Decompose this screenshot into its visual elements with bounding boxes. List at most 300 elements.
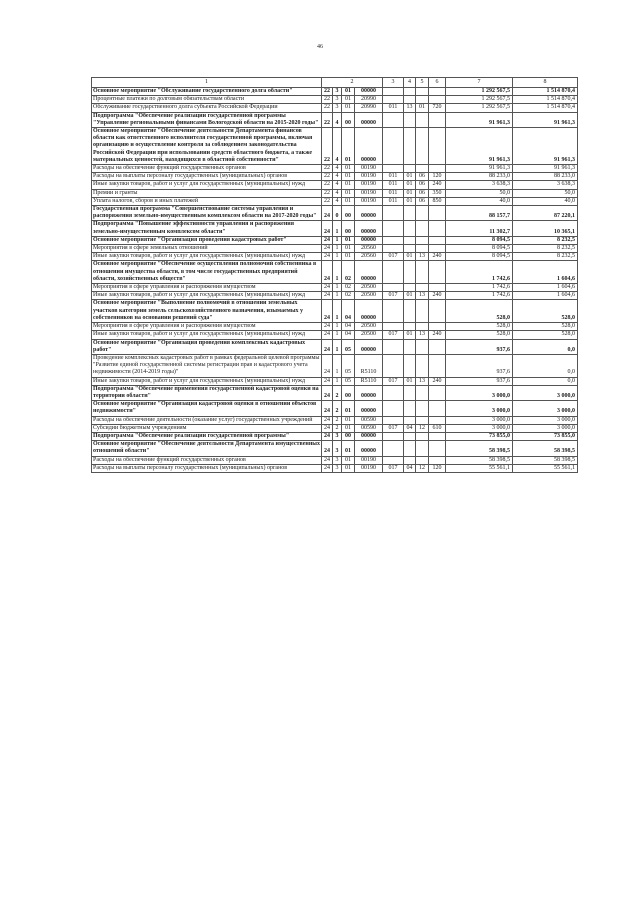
table-row (92, 245, 578, 253)
row-name: Основное мероприятие "Обеспечение деятельности Департамента финансов области как ответственного исполнителя государственной программы, включая организацию и осуществление контроля за соблюдением законодательства Российской Федерации при использовании средств областного бюджета, а также материальных ценностей, находящихся в областной собственности" (92, 128, 322, 165)
code-grbs: 017 (383, 253, 404, 261)
row-name: Основное мероприятие "Выполнение полномочий в отношении земельных участков категории земель сельскохозяйственного назначения, изымаемых у собственников на основании решений суда" (92, 300, 322, 323)
code-direction: 00190 (355, 197, 383, 205)
amount-col-7: 3 000,0 (446, 385, 513, 400)
code-grbs (383, 456, 404, 464)
amount-col-8: 3 638,3 (513, 181, 578, 189)
code-program: 22 (322, 112, 333, 127)
code-subprogram: 4 (333, 165, 342, 173)
amount-col-7: 1 292 567,5 (446, 104, 513, 112)
code-program: 24 (322, 206, 333, 221)
code-subsection (416, 385, 429, 400)
code-grbs (383, 300, 404, 323)
code-grbs (383, 339, 404, 354)
code-expense-type (429, 432, 446, 440)
code-subsection (416, 128, 429, 165)
row-name: Расходы на обеспечение деятельности (оказание услуг) государственных учреждений (92, 416, 322, 424)
table-row (92, 181, 578, 189)
table-row (92, 96, 578, 104)
amount-col-7: 937,6 (446, 339, 513, 354)
code-direction: 20990 (355, 96, 383, 104)
amount-col-8: 528,0 (513, 300, 578, 323)
code-direction: 00190 (355, 181, 383, 189)
code-measure: 01 (342, 88, 355, 96)
code-subprogram: 2 (333, 424, 342, 432)
code-expense-type (429, 416, 446, 424)
code-subprogram: 3 (333, 441, 342, 456)
code-subprogram: 4 (333, 112, 342, 127)
code-program: 24 (322, 236, 333, 244)
code-section: 01 (404, 181, 416, 189)
code-direction: 00190 (355, 464, 383, 472)
code-expense-type: 240 (429, 292, 446, 300)
code-measure: 01 (342, 165, 355, 173)
amount-col-7: 8 094,5 (446, 245, 513, 253)
code-measure: 04 (342, 331, 355, 339)
code-expense-type: 850 (429, 197, 446, 205)
row-name: Иные закупки товаров, работ и услуг для государственных (муниципальных) нужд (92, 253, 322, 261)
code-subprogram: 1 (333, 323, 342, 331)
code-program: 24 (322, 221, 333, 236)
row-name: Основное мероприятие "Обеспечение деятельности Департамента имущественных отношений области" (93, 441, 320, 455)
code-direction: 20500 (355, 323, 383, 331)
code-measure: 01 (342, 181, 355, 189)
amount-col-8: 3 000,0 (513, 401, 578, 416)
row-name: Подпрограмма "Обеспечение реализации государственной программы "Управление региональными финансами Вологодской области на 2015-2020 годы" (92, 112, 322, 127)
amount-col-8: 3 000,0 (513, 416, 578, 424)
code-subsection (416, 221, 429, 236)
table-row (92, 88, 578, 96)
amount-col-7: 58 398,5 (446, 441, 513, 456)
table-row (92, 441, 578, 456)
code-subsection (416, 88, 429, 96)
amount-col-8: 88 233,0 (513, 173, 578, 181)
code-measure: 01 (342, 96, 355, 104)
code-direction: 00000 (355, 88, 383, 96)
table-row (92, 424, 578, 432)
code-grbs: 011 (383, 197, 404, 205)
code-expense-type (429, 354, 446, 377)
code-section: 01 (404, 189, 416, 197)
code-subsection (416, 284, 429, 292)
amount-col-7: 91 961,3 (446, 165, 513, 173)
amount-col-8: 1 604,6 (513, 284, 578, 292)
code-subprogram: 1 (333, 339, 342, 354)
code-grbs (383, 88, 404, 96)
code-subsection (416, 206, 429, 221)
code-measure: 01 (342, 456, 355, 464)
code-program: 22 (322, 96, 333, 104)
code-program: 24 (322, 441, 333, 456)
code-section (404, 354, 416, 377)
code-direction: 20500 (355, 284, 383, 292)
code-program: 22 (322, 165, 333, 173)
code-measure: 00 (342, 385, 355, 400)
code-program: 24 (322, 354, 333, 377)
amount-col-7: 88 233,0 (446, 173, 513, 181)
amount-col-8: 91 961,3 (513, 112, 578, 127)
code-program: 24 (322, 401, 333, 416)
code-subsection (416, 354, 429, 377)
code-grbs (383, 165, 404, 173)
code-grbs (383, 432, 404, 440)
code-grbs: 017 (383, 464, 404, 472)
code-direction: R5110 (355, 354, 383, 377)
code-subprogram: 1 (333, 300, 342, 323)
table-row (92, 339, 578, 354)
amount-col-7: 937,6 (446, 354, 513, 377)
code-program: 24 (322, 245, 333, 253)
code-section (404, 441, 416, 456)
code-section (404, 236, 416, 244)
amount-col-7: 8 094,5 (446, 253, 513, 261)
code-direction: 00190 (355, 165, 383, 173)
code-subprogram: 4 (333, 189, 342, 197)
code-program: 24 (322, 261, 333, 284)
code-measure: 01 (342, 253, 355, 261)
code-program: 22 (322, 181, 333, 189)
row-name: Проведение комплексных кадастровых работ в рамках федеральной целевой программы "Развитие единой государственной системы регистрации прав и кадастрового учета недвижимости (2014-2019 годы)" (92, 354, 322, 377)
amount-col-7: 88 157,7 (446, 206, 513, 221)
code-program: 24 (322, 432, 333, 440)
code-grbs (383, 323, 404, 331)
code-direction: 20560 (355, 253, 383, 261)
code-grbs (383, 245, 404, 253)
amount-col-7: 3 638,3 (446, 181, 513, 189)
code-subsection (416, 300, 429, 323)
code-measure: 01 (342, 401, 355, 416)
code-subsection: 06 (416, 173, 429, 181)
code-program: 24 (322, 292, 333, 300)
code-program: 22 (322, 189, 333, 197)
code-grbs (383, 284, 404, 292)
row-name: Иные закупки товаров, работ и услуг для государственных (муниципальных) нужд (92, 377, 322, 385)
amount-col-8: 3 000,0 (513, 385, 578, 400)
code-subsection (416, 261, 429, 284)
code-expense-type (429, 385, 446, 400)
code-measure: 01 (342, 416, 355, 424)
code-expense-type: 610 (429, 424, 446, 432)
header-col-5: 5 (416, 78, 429, 88)
amount-col-7: 528,0 (446, 323, 513, 331)
code-measure: 01 (342, 441, 355, 456)
code-expense-type (429, 284, 446, 292)
code-section (404, 401, 416, 416)
code-expense-type (429, 236, 446, 244)
code-expense-type: 720 (429, 104, 446, 112)
code-program: 22 (322, 88, 333, 96)
code-subsection: 01 (416, 104, 429, 112)
code-expense-type (429, 206, 446, 221)
code-expense-type: 240 (429, 181, 446, 189)
code-program: 24 (322, 385, 333, 400)
row-name: Основное мероприятие "Организация проведения кадастровых работ" (92, 236, 322, 244)
code-measure: 02 (342, 284, 355, 292)
code-measure: 00 (342, 112, 355, 127)
code-subprogram: 1 (333, 377, 342, 385)
code-section: 04 (404, 424, 416, 432)
table-row (92, 221, 578, 236)
code-section (404, 339, 416, 354)
code-measure: 02 (342, 261, 355, 284)
code-subsection (416, 416, 429, 424)
code-expense-type (429, 401, 446, 416)
code-measure: 01 (342, 128, 355, 165)
amount-col-7: 3 000,0 (446, 416, 513, 424)
amount-col-8: 1 604,6 (513, 261, 578, 284)
amount-col-8: 8 232,5 (513, 245, 578, 253)
code-measure: 05 (342, 339, 355, 354)
amount-col-7: 1 742,6 (446, 284, 513, 292)
code-section (404, 165, 416, 173)
code-direction: 20990 (355, 104, 383, 112)
code-expense-type (429, 245, 446, 253)
amount-col-8: 58 398,5 (513, 456, 578, 464)
code-grbs: 011 (383, 181, 404, 189)
table-row (92, 261, 578, 284)
table-row (92, 401, 578, 416)
amount-col-8: 50,0 (513, 189, 578, 197)
code-program: 24 (322, 323, 333, 331)
row-name: Расходы на выплаты персоналу государственных (муниципальных) органов (92, 464, 322, 472)
code-subprogram: 4 (333, 173, 342, 181)
code-measure: 01 (342, 197, 355, 205)
amount-col-7: 528,0 (446, 300, 513, 323)
row-name: Мероприятия в сфере земельных отношений (92, 245, 322, 253)
code-measure: 00 (342, 221, 355, 236)
code-measure: 01 (342, 424, 355, 432)
header-col-7: 7 (446, 78, 513, 88)
amount-col-7: 91 961,3 (446, 128, 513, 165)
row-name: Основное мероприятие "Организация кадастровой оценки в отношении объектов недвижимости" (92, 401, 322, 416)
code-section (404, 112, 416, 127)
row-name: Основное мероприятие "Обеспечение осуществления полномочий собственника в отношении имущества области, в том числе государственных предприятий области, хозяйственных обществ" (92, 261, 322, 284)
table-row (92, 173, 578, 181)
code-grbs (383, 96, 404, 104)
code-subsection: 06 (416, 181, 429, 189)
amount-col-8: 58 398,5 (513, 441, 578, 456)
amount-col-7: 937,6 (446, 377, 513, 385)
amount-col-8: 0,0 (513, 354, 578, 377)
code-expense-type (429, 339, 446, 354)
code-program: 22 (322, 197, 333, 205)
code-measure: 00 (342, 432, 355, 440)
row-name: Мероприятия в сфере управления и распоряжения имуществом (92, 323, 322, 331)
code-measure: 01 (342, 189, 355, 197)
code-direction: 00000 (355, 432, 383, 440)
code-direction: 00000 (355, 339, 383, 354)
code-subsection: 12 (416, 424, 429, 432)
row-name: Расходы на обеспечение функций государственных органов (92, 456, 322, 464)
code-section (404, 456, 416, 464)
row-name: Уплата налогов, сборов и иных платежей (92, 197, 322, 205)
code-grbs: 011 (383, 173, 404, 181)
amount-col-8: 8 232,5 (513, 253, 578, 261)
row-name: Расходы на обеспечение функций государственных органов (92, 165, 322, 173)
code-section (404, 221, 416, 236)
code-direction: 00000 (355, 236, 383, 244)
row-name: Расходы на выплаты персоналу государственных (муниципальных) органов (92, 173, 322, 181)
code-subprogram: 3 (333, 96, 342, 104)
amount-col-7: 91 961,3 (446, 112, 513, 127)
table-row (92, 236, 578, 244)
row-name: Иные закупки товаров, работ и услуг для государственных (муниципальных) нужд (92, 181, 322, 189)
amount-col-8: 1 514 870,4 (513, 96, 578, 104)
table-row (92, 385, 578, 400)
code-subsection (416, 432, 429, 440)
code-section: 13 (404, 104, 416, 112)
amount-col-7: 1 742,6 (446, 261, 513, 284)
page-number: 46 (317, 44, 323, 50)
code-grbs (383, 236, 404, 244)
amount-col-7: 3 000,0 (446, 401, 513, 416)
code-subprogram: 4 (333, 128, 342, 165)
table-row (92, 377, 578, 385)
amount-col-8: 8 232,5 (513, 236, 578, 244)
code-subsection: 12 (416, 464, 429, 472)
row-name: Мероприятия в сфере управления и распоряжения имуществом (92, 284, 322, 292)
code-subprogram: 2 (333, 385, 342, 400)
code-direction: 00000 (355, 401, 383, 416)
code-grbs (383, 354, 404, 377)
code-direction: 00000 (355, 206, 383, 221)
code-subprogram: 1 (333, 331, 342, 339)
code-grbs: 017 (383, 424, 404, 432)
code-section (404, 245, 416, 253)
row-name: Обслуживание государственного долга субъекта Российской Федерации (92, 104, 322, 112)
amount-col-8: 0,0 (513, 339, 578, 354)
code-subprogram: 3 (333, 432, 342, 440)
amount-col-7: 50,0 (446, 189, 513, 197)
row-name: Премии и гранты (92, 189, 322, 197)
code-section: 01 (404, 253, 416, 261)
code-program: 24 (322, 377, 333, 385)
row-name: Субсидии бюджетным учреждениям (92, 424, 322, 432)
code-subsection (416, 401, 429, 416)
amount-col-7: 3 000,0 (446, 424, 513, 432)
code-subsection (416, 165, 429, 173)
amount-col-7: 11 302,7 (446, 221, 513, 236)
code-section (404, 261, 416, 284)
code-direction: 00190 (355, 456, 383, 464)
code-subprogram: 1 (333, 354, 342, 377)
table-row (92, 354, 578, 377)
amount-col-8: 40,0 (513, 197, 578, 205)
code-subprogram: 0 (333, 206, 342, 221)
code-measure: 05 (342, 354, 355, 377)
code-measure: 00 (342, 206, 355, 221)
code-section (404, 323, 416, 331)
amount-col-7: 528,0 (446, 331, 513, 339)
code-subprogram: 1 (333, 245, 342, 253)
code-program: 24 (322, 284, 333, 292)
code-subsection (416, 441, 429, 456)
code-section (404, 284, 416, 292)
code-section (404, 416, 416, 424)
code-direction: 20500 (355, 331, 383, 339)
code-direction: 20500 (355, 292, 383, 300)
code-direction: 00000 (355, 385, 383, 400)
code-subsection (416, 96, 429, 104)
code-section (404, 96, 416, 104)
code-direction: 00590 (355, 424, 383, 432)
code-subprogram: 1 (333, 253, 342, 261)
code-expense-type (429, 261, 446, 284)
code-expense-type: 120 (429, 464, 446, 472)
code-grbs (383, 221, 404, 236)
code-grbs: 011 (383, 189, 404, 197)
code-measure: 01 (342, 104, 355, 112)
code-expense-type: 240 (429, 253, 446, 261)
code-section (404, 88, 416, 96)
amount-col-8: 73 855,0 (513, 432, 578, 440)
code-section: 01 (404, 197, 416, 205)
code-program: 22 (322, 128, 333, 165)
code-direction: 20560 (355, 245, 383, 253)
code-expense-type: 350 (429, 189, 446, 197)
table-row (92, 112, 578, 127)
code-grbs: 017 (383, 331, 404, 339)
code-direction: 00590 (355, 416, 383, 424)
code-subsection: 13 (416, 377, 429, 385)
code-expense-type (429, 128, 446, 165)
code-grbs: 017 (383, 377, 404, 385)
amount-col-8: 91 961,3 (513, 165, 578, 173)
code-section (404, 300, 416, 323)
code-program: 24 (322, 339, 333, 354)
amount-col-7: 1 742,6 (446, 292, 513, 300)
code-grbs (383, 112, 404, 127)
code-subprogram: 3 (333, 104, 342, 112)
row-name: Основное мероприятие "Организация проведения комплексных кадастровых работ" (92, 339, 322, 354)
amount-col-7: 73 855,0 (446, 432, 513, 440)
code-subprogram: 1 (333, 221, 342, 236)
code-subprogram: 3 (333, 464, 342, 472)
code-subsection: 13 (416, 331, 429, 339)
code-subprogram: 1 (333, 284, 342, 292)
table-row (92, 197, 578, 205)
row-name: Основное мероприятие "Обслуживание государственного долга области" (92, 88, 322, 96)
amount-col-8: 0,0 (513, 377, 578, 385)
table-row (92, 206, 578, 221)
amount-col-8: 3 000,0 (513, 424, 578, 432)
code-program: 22 (322, 173, 333, 181)
amount-col-7: 58 398,5 (446, 456, 513, 464)
code-direction: 00000 (355, 128, 383, 165)
code-direction: 00000 (355, 300, 383, 323)
table-row (92, 284, 578, 292)
code-subprogram: 3 (333, 88, 342, 96)
code-section: 01 (404, 292, 416, 300)
table-row (92, 104, 578, 112)
code-grbs (383, 261, 404, 284)
table-row (92, 416, 578, 424)
row-name: Подпрограмма "Обеспечение применения государственной кадастровой оценки на территории области" (92, 385, 322, 400)
code-subsection (416, 456, 429, 464)
row-name: Подпрограмма "Обеспечение реализации государственной программы" (92, 432, 322, 440)
code-grbs (383, 128, 404, 165)
code-expense-type: 120 (429, 173, 446, 181)
header-col-3: 3 (383, 78, 404, 88)
code-section (404, 432, 416, 440)
table-row (92, 128, 578, 165)
amount-col-8: 1 604,6 (513, 292, 578, 300)
code-measure: 04 (342, 323, 355, 331)
amount-col-7: 55 561,1 (446, 464, 513, 472)
code-section (404, 385, 416, 400)
amount-col-8: 55 561,1 (513, 464, 578, 472)
code-grbs (383, 206, 404, 221)
